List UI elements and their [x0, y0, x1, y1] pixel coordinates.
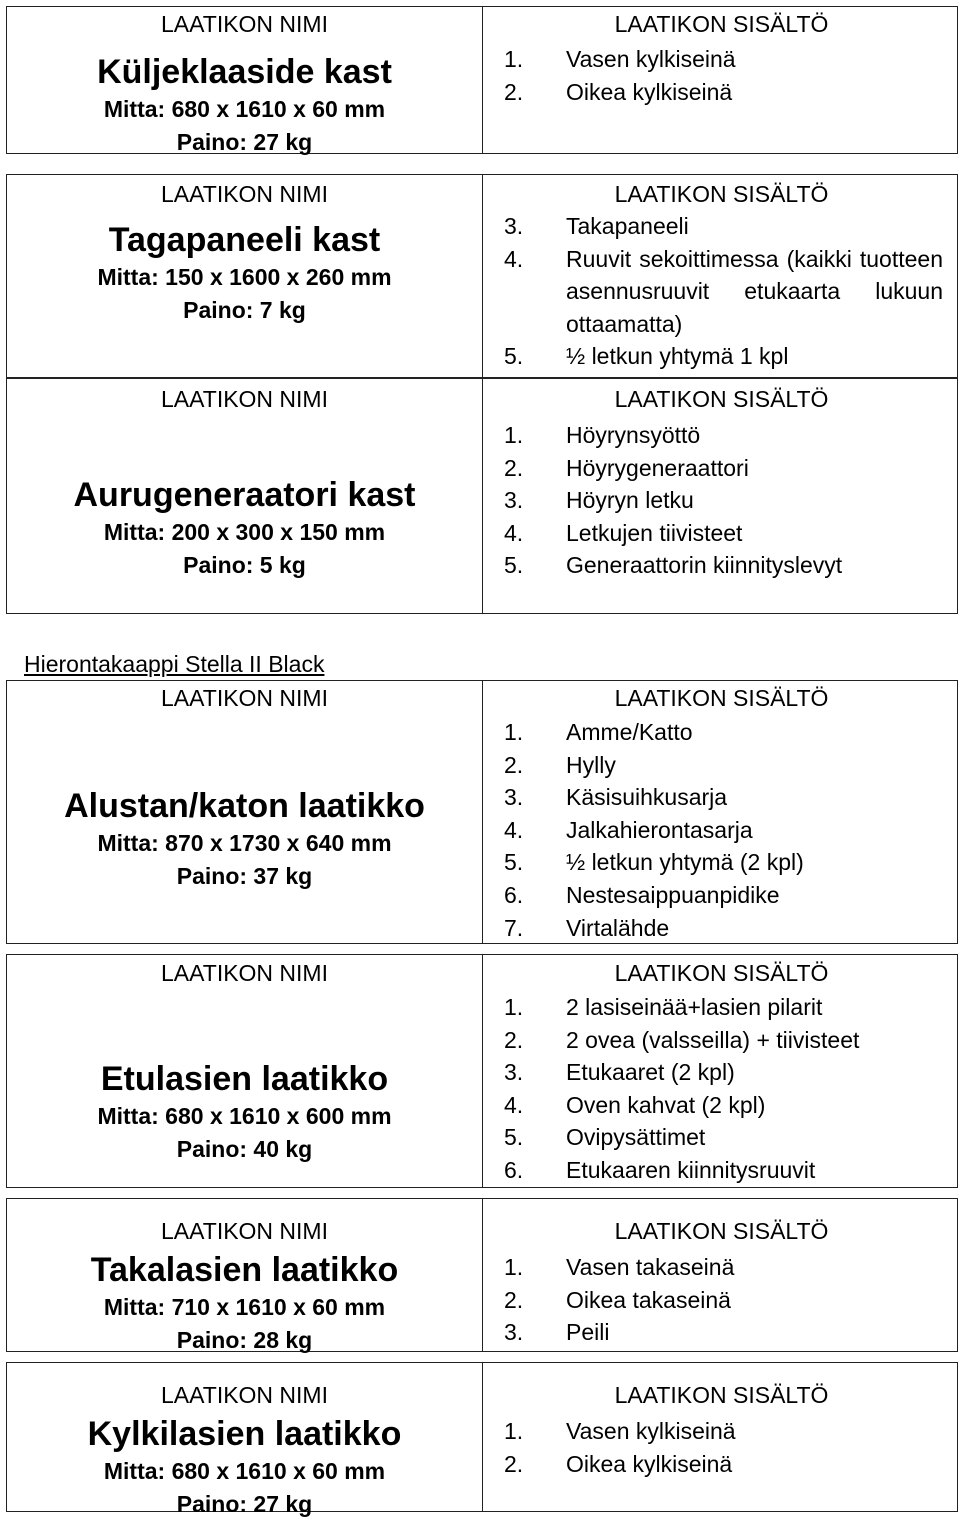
box-name-label: LAATIKON NIMI — [161, 386, 328, 412]
item-text: Hylly — [566, 751, 616, 778]
list-item — [504, 340, 959, 373]
box-weight: Paino: 37 kg — [176, 863, 313, 889]
list-item — [504, 879, 959, 912]
box-contents-label: LAATIKON SISÄLTÖ — [614, 1218, 829, 1244]
box-contents-label: LAATIKON SISÄLTÖ — [614, 1382, 829, 1408]
list-item — [504, 549, 959, 582]
item-text: Ovipysättimet — [566, 1124, 706, 1151]
item-number: 2. — [504, 1026, 524, 1053]
box-contents-label: LAATIKON SISÄLTÖ — [614, 11, 829, 37]
list-item — [504, 419, 959, 452]
item-number: 5. — [504, 552, 524, 579]
item-number: 3. — [504, 487, 524, 514]
list-item — [504, 43, 959, 76]
box-contents-label: LAATIKON SISÄLTÖ — [614, 685, 829, 711]
item-number: 4. — [504, 816, 524, 843]
box-row — [6, 680, 958, 944]
box-dimensions: Mitta: 200 x 300 x 150 mm — [103, 519, 386, 545]
box-dimensions: Mitta: 710 x 1610 x 60 mm — [103, 1294, 386, 1320]
column-divider — [482, 379, 483, 613]
box-dimensions: Mitta: 680 x 1610 x 600 mm — [97, 1103, 392, 1129]
list-item — [504, 716, 959, 749]
item-number: 4. — [504, 1091, 524, 1118]
box-info — [7, 1413, 482, 1521]
contents-list — [484, 1415, 959, 1480]
box-row — [6, 1198, 958, 1352]
list-item — [504, 1448, 959, 1481]
list-item — [504, 76, 959, 109]
item-number: 1. — [504, 719, 524, 745]
box-name-label: LAATIKON NIMI — [161, 11, 328, 37]
box-contents-label: LAATIKON SISÄLTÖ — [614, 181, 829, 207]
contents-list — [484, 43, 959, 108]
item-text: Vasen kylkiseinä — [566, 1418, 736, 1444]
list-item — [504, 517, 959, 550]
list-item — [504, 484, 959, 517]
box-weight: Paino: 40 kg — [176, 1136, 313, 1162]
item-text: Höyrygeneraattori — [566, 454, 749, 481]
list-item — [504, 1154, 959, 1187]
box-weight: Paino: 27 kg — [176, 129, 313, 155]
item-number: 4. — [504, 519, 524, 546]
item-text: Amme/Katto — [566, 719, 693, 745]
box-name: Kylkilasien laatikko — [87, 1415, 402, 1453]
item-number: 3. — [504, 1319, 524, 1346]
box-name-label: LAATIKON NIMI — [161, 1382, 328, 1408]
box-name: Etulasien laatikko — [100, 1060, 389, 1098]
box-contents-cell — [484, 7, 959, 155]
box-name: Alustan/katon laatikko — [64, 787, 425, 825]
item-text: Letkujen tiivisteet — [566, 519, 743, 546]
item-text: Oikea kylkiseinä — [566, 78, 733, 105]
column-divider — [482, 955, 483, 1187]
item-text: Virtalähde — [566, 914, 670, 941]
box-dimensions: Mitta: 680 x 1610 x 60 mm — [103, 1458, 386, 1484]
column-divider — [482, 1363, 483, 1511]
box-name-cell — [7, 681, 482, 945]
item-number: 2. — [504, 78, 524, 105]
list-item — [504, 1316, 959, 1349]
item-number: 3. — [504, 213, 524, 239]
item-text: Takapaneeli — [566, 213, 689, 239]
box-name: Tagapaneeli kast — [108, 221, 381, 259]
item-number: 1. — [504, 994, 524, 1020]
list-item — [504, 1284, 959, 1317]
item-number: 3. — [504, 1059, 524, 1086]
item-text: 2 lasiseinää+lasien pilarit — [566, 994, 823, 1020]
box-contents-cell — [484, 379, 959, 615]
list-item — [504, 1056, 959, 1089]
item-number: 5. — [504, 1124, 524, 1151]
box-info — [7, 219, 482, 327]
box-row — [6, 174, 958, 378]
item-text: Höyrynsyöttö — [566, 422, 701, 448]
box-info — [7, 1058, 482, 1166]
item-number: 6. — [504, 1156, 524, 1183]
item-number: 2. — [504, 454, 524, 481]
column-divider — [482, 175, 483, 377]
contents-list — [484, 210, 959, 373]
box-info — [7, 1249, 482, 1357]
contents-list — [484, 716, 959, 944]
box-row — [6, 954, 958, 1188]
column-divider — [482, 7, 483, 153]
box-row — [6, 378, 958, 614]
box-name-cell — [7, 1199, 482, 1353]
box-weight: Paino: 27 kg — [176, 1491, 313, 1517]
box-name: Küljeklaaside kast — [97, 53, 392, 91]
box-contents-cell — [484, 1363, 959, 1513]
item-text: Jalkahierontasarja — [566, 816, 753, 843]
box-contents-cell — [484, 681, 959, 945]
item-text: Etukaaret (2 kpl) — [566, 1059, 735, 1086]
item-number: 6. — [504, 881, 524, 908]
list-item — [504, 814, 959, 847]
box-contents-cell — [484, 955, 959, 1189]
item-text: Höyryn letku — [566, 487, 694, 514]
box-name-cell — [7, 175, 482, 379]
box-name-label: LAATIKON NIMI — [161, 181, 328, 207]
item-text: Käsisuihkusarja — [566, 784, 728, 811]
box-row — [6, 1362, 958, 1517]
item-text: ½ letkun yhtymä (2 kpl) — [566, 849, 804, 876]
box-name-cell — [7, 379, 482, 615]
box-row — [6, 6, 958, 154]
list-item — [504, 243, 959, 341]
item-number: 1. — [504, 1418, 524, 1444]
list-item — [504, 452, 959, 485]
list-item — [504, 781, 959, 814]
item-text: Nestesaippuanpidike — [566, 881, 780, 908]
box-name-cell — [7, 955, 482, 1189]
column-divider — [482, 681, 483, 943]
list-item — [504, 846, 959, 879]
item-text: Vasen kylkiseinä — [566, 46, 736, 72]
list-item — [504, 991, 959, 1024]
item-number: 1. — [504, 46, 524, 72]
box-name-cell — [7, 1363, 482, 1517]
contents-list — [484, 419, 959, 582]
item-text: Vasen takaseinä — [566, 1254, 735, 1280]
list-item — [504, 912, 959, 945]
item-text: Etukaaren kiinnitysruuvit — [566, 1156, 816, 1183]
column-divider — [482, 1199, 483, 1351]
item-number: 2. — [504, 1450, 524, 1477]
box-contents-label: LAATIKON SISÄLTÖ — [614, 386, 829, 412]
list-item — [504, 1089, 959, 1122]
item-number: 5. — [504, 849, 524, 876]
item-text: Peili — [566, 1319, 610, 1346]
box-info — [7, 474, 482, 582]
list-item — [504, 1251, 959, 1284]
section-title: Hierontakaappi Stella II Black — [24, 651, 325, 677]
box-info — [7, 785, 482, 893]
item-number: 1. — [504, 422, 524, 448]
box-dimensions: Mitta: 150 x 1600 x 260 mm — [97, 264, 392, 290]
item-text: Oikea takaseinä — [566, 1286, 731, 1313]
item-number: 7. — [504, 914, 524, 941]
item-text: Oven kahvat (2 kpl) — [566, 1091, 766, 1118]
item-text: ½ letkun yhtymä 1 kpl — [566, 343, 789, 370]
box-name-label: LAATIKON NIMI — [161, 685, 328, 711]
item-number: 2. — [504, 751, 524, 778]
box-name-label: LAATIKON NIMI — [161, 960, 328, 986]
box-name-label: LAATIKON NIMI — [161, 1218, 328, 1244]
box-contents-label: LAATIKON SISÄLTÖ — [614, 960, 829, 986]
box-info — [7, 51, 482, 159]
box-weight: Paino: 7 kg — [183, 297, 306, 323]
contents-list — [484, 1251, 959, 1349]
box-dimensions: Mitta: 680 x 1610 x 60 mm — [103, 96, 386, 122]
item-number: 5. — [504, 343, 524, 370]
box-dimensions: Mitta: 870 x 1730 x 640 mm — [97, 830, 392, 856]
box-weight: Paino: 5 kg — [183, 552, 306, 578]
list-item — [504, 210, 959, 243]
list-item — [504, 749, 959, 782]
box-name: Aurugeneraatori kast — [73, 476, 416, 514]
box-contents-cell — [484, 1199, 959, 1353]
item-text: Oikea kylkiseinä — [566, 1450, 733, 1477]
item-number: 4. — [504, 245, 524, 272]
item-number: 1. — [504, 1254, 524, 1280]
contents-list — [484, 991, 959, 1187]
box-contents-cell — [484, 175, 959, 379]
list-item — [504, 1024, 959, 1057]
item-number: 3. — [504, 784, 524, 811]
list-item — [504, 1121, 959, 1154]
box-name-cell — [7, 7, 482, 155]
list-item — [504, 1415, 959, 1448]
item-text: Generaattorin kiinnityslevyt — [566, 552, 843, 579]
item-text: 2 ovea (valsseilla) + tiivisteet — [566, 1026, 860, 1053]
item-number: 2. — [504, 1286, 524, 1313]
item-text: Ruuvit sekoittimessa (kaikki tuotteen asennusruuvit etukaarta lukuun ottaamatta) — [566, 245, 943, 337]
box-name: Takalasien laatikko — [90, 1251, 399, 1289]
box-weight: Paino: 28 kg — [176, 1327, 313, 1353]
